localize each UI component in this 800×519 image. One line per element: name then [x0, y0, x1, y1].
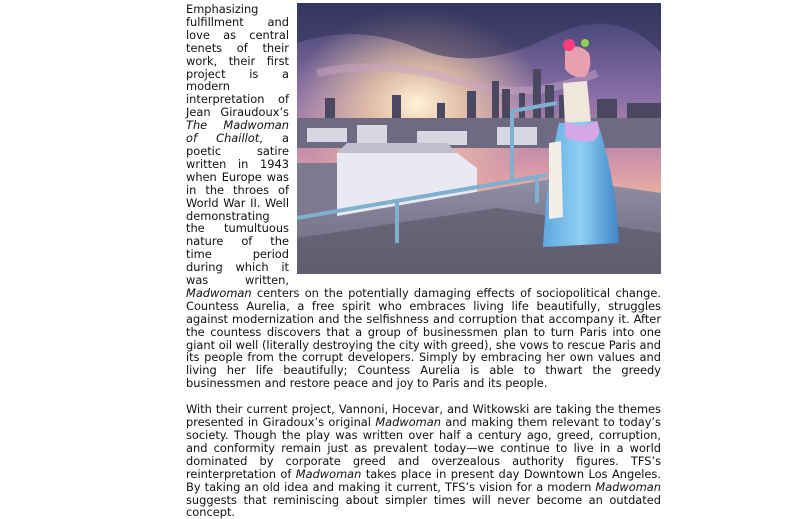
- p1-text-1: Emphasizing fulfillment and love as central tenets of their work, their first project is a modern interpretation of Jean Giraudoux’s: [186, 2, 289, 120]
- p2-text-1: With their current project, Vannoni, Hocevar, and Witkowski are taking the themes presented in Giradoux’s original: [186, 402, 661, 430]
- paragraph-2: [186, 403, 661, 519]
- p2-text-2: and making them relevant to today’s society. Though the play was written over half a century ago, greed, corruption, and conformity remain just as prevalent today—we continue to live in a world dominated by corporate greed and overzealous authority figures. TFS’s reinterpretation of: [186, 415, 661, 481]
- play-short-title: Madwoman: [595, 479, 661, 494]
- play-short-title: Madwoman: [186, 285, 252, 300]
- play-short-title: Madwoman: [375, 415, 441, 430]
- article: [186, 3, 661, 519]
- p2-text-4: suggests that reminiscing about simpler times will never become an outdated concept.: [186, 492, 661, 519]
- play-title: The Madwoman of Chaillot: [186, 118, 289, 146]
- play-short-title: Madwoman: [295, 466, 362, 481]
- p1-text-3: centers on the potentially damaging effects of sociopolitical change. Countess Aurelia, a free spirit who embraces living life beautifully, struggles against modernization and the selfishness and corruption that accompany it. After the countess discovers that a group of businessmen plan to turn Paris into one giant oil well (literally destroying the city with greed), she vows to rescue Paris and its people from the corrupt developers. Simply by embracing her own values and living her life beautifully; Countess Aurelia is able to thwart the greedy businessmen and restore peace and joy to Paris and its people.: [186, 285, 661, 391]
- rooftop-photo: [297, 3, 661, 274]
- p1-text-2: , a poetic satire written in 1943 when Europe was in the throes of World War II. Well demonstrating the tumultuous nature of the time period during which it was written,: [186, 131, 289, 288]
- p2-text-3: takes place in present day Downtown Los Angeles. By taking an old idea and making it current, TFS’s vision for a modern: [186, 466, 661, 494]
